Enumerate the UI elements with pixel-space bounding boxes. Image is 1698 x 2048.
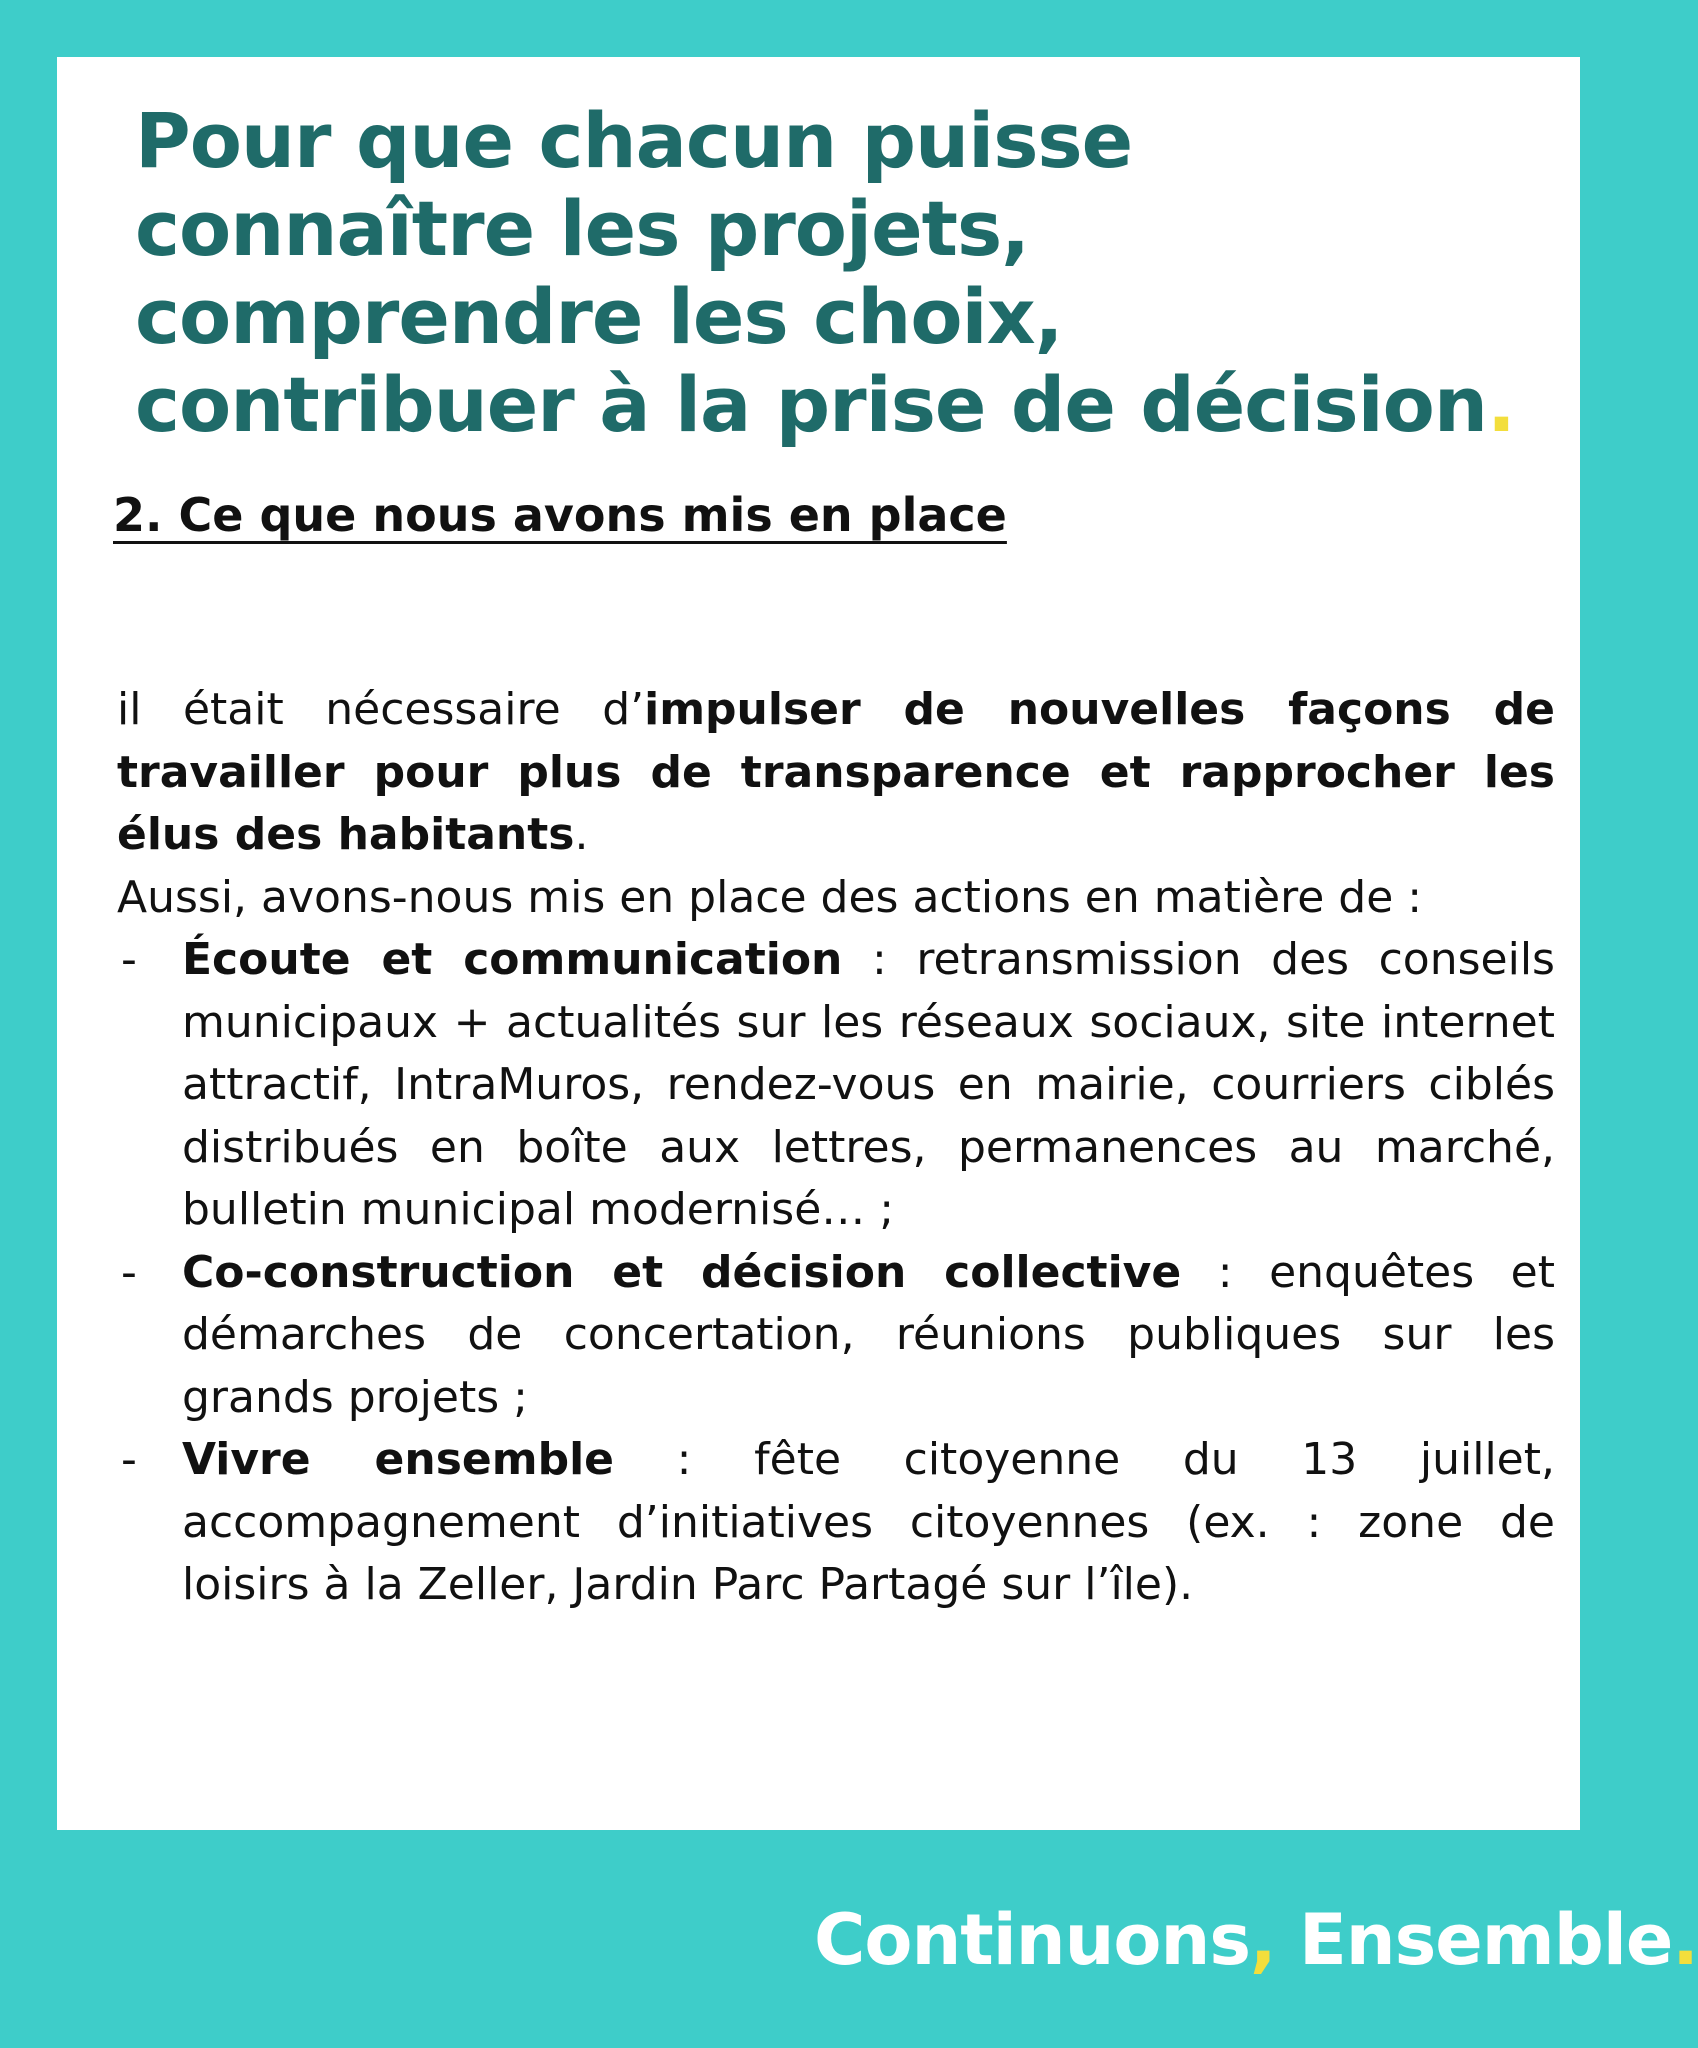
body-text [117, 679, 1555, 1617]
slogan-part1: Continuons [814, 1899, 1251, 1981]
page-title [135, 97, 1555, 449]
slogan-part2: Ensemble [1275, 1899, 1673, 1981]
footer-slogan [814, 1898, 1698, 1982]
list-item [117, 929, 1555, 1242]
list-item-heading: Vivre ensemble [182, 1434, 615, 1485]
title-line: connaître les projets, [135, 184, 1030, 273]
intro-bold: impulser de nouvelles façons de travailler pour plus de transparence et rapprocher les élus des habitants [117, 684, 1555, 860]
title-accent-dot: . [1487, 360, 1515, 449]
list-item-text: : retransmission des conseils municipaux + actualités sur les réseaux sociaux, site internet attractif, IntraMuros, rendez-vous en mairie, courriers ciblés distribués en boîte aux lettres, permanences au marché, bulletin municipal modernisé… ; [182, 934, 1555, 1235]
list-item-text: : enquêtes et démarches de concertation, réunions publiques sur les grands projets ; [182, 1246, 1555, 1423]
lead-paragraph: Aussi, avons-nous mis en place des actions en matière de : [117, 871, 1423, 923]
list-item [117, 1242, 1555, 1430]
slogan-accent-comma: , [1250, 1899, 1276, 1981]
action-list [117, 929, 1555, 1617]
list-item-heading: Écoute et communication [182, 934, 843, 985]
bullet-dash: - [121, 1246, 137, 1298]
intro-prefix: il était nécessaire d’ [117, 684, 645, 735]
title-line-text: contribuer à la prise de décision [135, 360, 1487, 449]
intro-suffix: . [574, 809, 589, 860]
slogan-accent-dot: . [1672, 1899, 1698, 1981]
intro-paragraph [117, 679, 1555, 867]
title-line [135, 361, 1555, 449]
bullet-dash: - [121, 934, 137, 985]
title-line: Pour que chacun puisse [135, 96, 1133, 185]
list-item-text: : fête citoyenne du 13 juillet, accompagnement d’initiatives citoyennes (ex. : zone de loisirs à la Zeller, Jardin Parc Partagé sur l’île). [182, 1434, 1555, 1610]
bullet-dash: - [121, 1434, 137, 1485]
content-card [57, 57, 1580, 1830]
section-heading: 2. Ce que nous avons mis en place [113, 488, 1007, 542]
title-line: comprendre les choix, [135, 272, 1063, 361]
list-item-heading: Co-construction et décision collective [182, 1246, 1182, 1298]
list-item [117, 1429, 1555, 1617]
